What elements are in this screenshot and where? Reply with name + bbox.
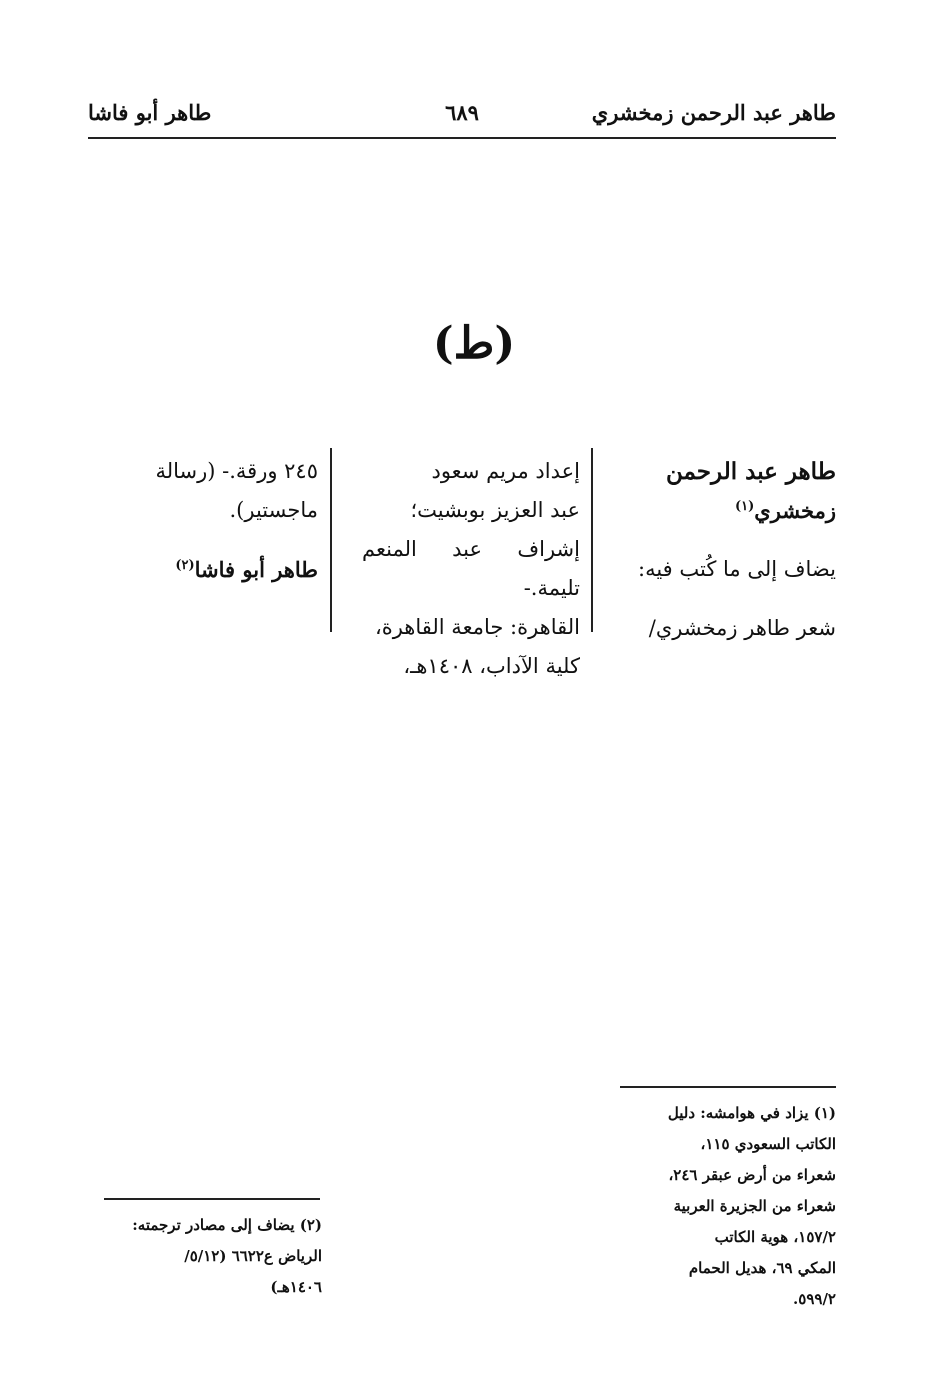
body-line: عبد العزيز بوبشيت؛ — [410, 498, 580, 522]
header-left-title: طاهر أبو فاشا — [88, 100, 212, 125]
footnote-1 — [604, 1098, 836, 1315]
section-letter-heading: (ط) — [432, 318, 516, 369]
column-divider — [591, 448, 593, 632]
body-line: كلية الآداب، ١٤٠٨هـ، — [403, 654, 580, 678]
column-left — [86, 452, 318, 589]
body-line: ٢٤٥ ورقة.- (رسالة — [155, 459, 318, 483]
footnote-2 — [86, 1210, 322, 1303]
footnote-line: (١) يزاد في هوامشه: دليل — [667, 1104, 836, 1122]
footnote-ref-2: (٢) — [175, 558, 195, 573]
work-title-line: شعر طاهر زمخشري/ — [648, 616, 836, 640]
column-middle — [362, 452, 580, 686]
footnote-ref-1: (١) — [735, 499, 755, 514]
body-line: القاهرة: جامعة القاهرة، — [374, 615, 580, 639]
footnote-line: المكي ٦٩، هديل الحمام — [688, 1259, 836, 1277]
footnote-rule — [620, 1086, 836, 1088]
added-to-line: يضاف إلى ما كُتب فيه: — [638, 557, 836, 581]
column-right — [598, 452, 836, 648]
footnote-line: الرياض ع٦٦٢٢ (٥/١٢/ — [184, 1247, 322, 1265]
body-line: إشراف عبد المنعم تليمة.- — [362, 537, 580, 600]
entry-name-line2 — [598, 491, 836, 530]
spacer — [86, 530, 318, 550]
header-right-title: طاهر عبد الرحمن زمخشري — [591, 100, 836, 125]
footnote-line: ١٤٠٦هـ) — [270, 1278, 322, 1296]
entry2-name: طاهر أبو فاشا — [194, 557, 318, 582]
footnote-line: شعراء من أرض عبقر ٢٤٦، — [668, 1166, 836, 1184]
footnote-rule — [104, 1198, 320, 1200]
footnote-line: شعراء من الجزيرة العربية — [673, 1197, 836, 1215]
spacer — [598, 530, 836, 550]
running-header — [88, 92, 836, 132]
footnote-line: ١٥٧/٢، هوية الكاتب — [714, 1228, 836, 1246]
body-line: إعداد مريم سعود — [431, 459, 580, 483]
footnote-line: الكاتب السعودي ١١٥، — [700, 1135, 836, 1153]
footnote-line: ٥٩٩/٢. — [793, 1290, 836, 1308]
entry-name-line1: طاهر عبد الرحمن — [666, 458, 836, 485]
page-number: ٦٨٩ — [445, 100, 479, 125]
entry-name-zamakhshari: زمخشري — [754, 498, 836, 523]
spacer — [598, 589, 836, 609]
body-line: ماجستير). — [229, 498, 318, 522]
column-divider — [330, 448, 332, 632]
header-rule — [88, 137, 836, 139]
footnote-line: (٢) يضاف إلى مصادر ترجمته: — [132, 1216, 322, 1234]
entry-name-abu-fasha — [86, 550, 318, 589]
